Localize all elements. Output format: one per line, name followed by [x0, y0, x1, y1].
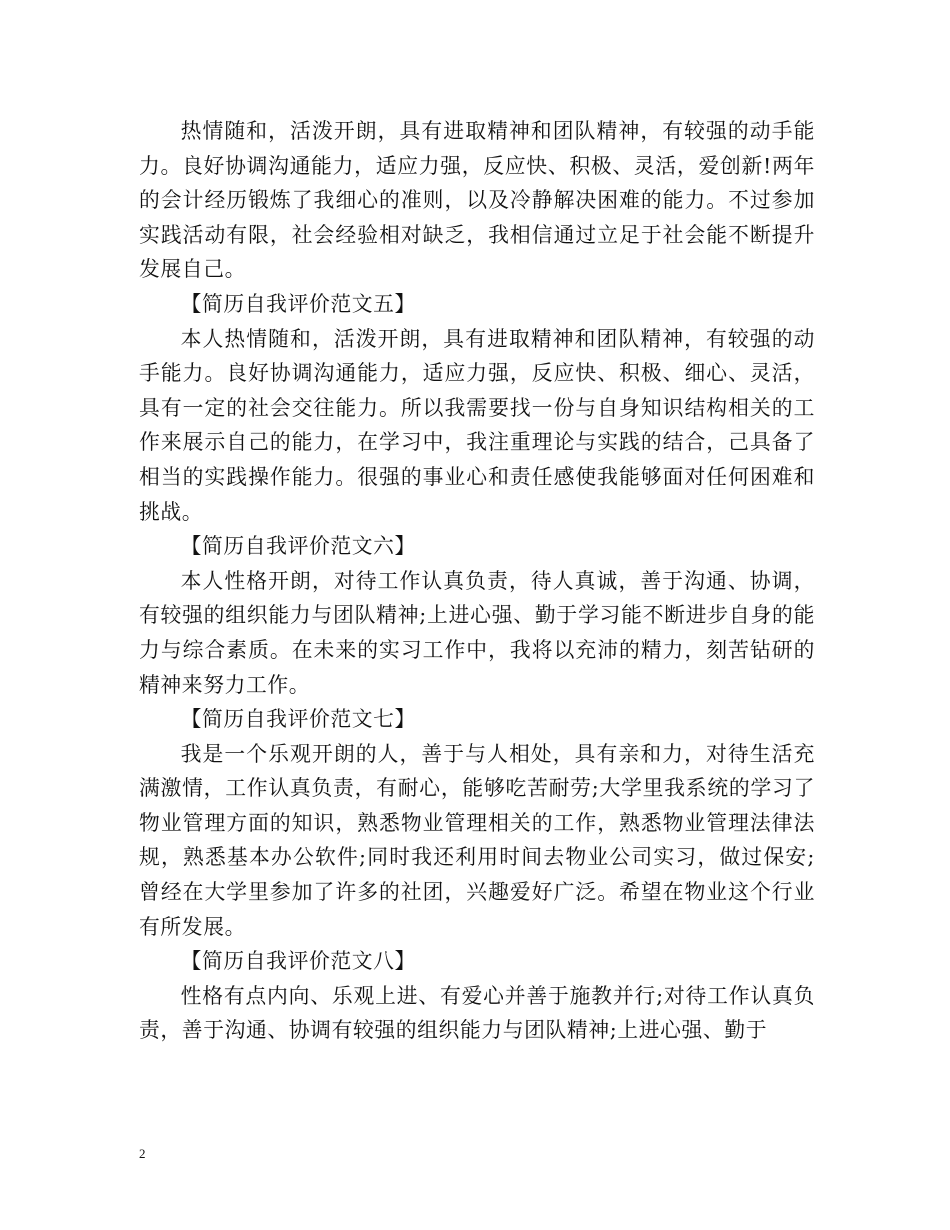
page-number: 2 [139, 1146, 146, 1161]
section-heading-8: 【简历自我评价范文八】 [180, 949, 416, 974]
section-heading-5: 【简历自我评价范文五】 [180, 291, 416, 316]
paragraph-sample-8: 性格有点内向、乐观上进、有爱心并善于施教并行;对待工作认真负责，善于沟通、协调有较强的组织能力与团队精神;上进心强、勤于 [139, 983, 815, 1043]
paragraph-intro: 热情随和，活泼开朗，具有进取精神和团队精神，有较强的动手能力。良好协调沟通能力，适应力强，反应快、积极、灵活，爱创新!两年的会计经历锻炼了我细心的准则，以及冷静解决困难的能力。不过参加实践活动有限，社会经验相对缺乏，我相信通过立足于社会能不断提升发展自己。 [139, 119, 815, 282]
paragraph-sample-6: 本人性格开朗，对待工作认真负责，待人真诚，善于沟通、协调，有较强的组织能力与团队精神;上进心强、勤于学习能不断进步自身的能力与综合素质。在未来的实习工作中，我将以充沛的精力，刻苦钻研的精神来努力工作。 [139, 568, 815, 697]
document-body [139, 114, 815, 1048]
section-heading-6: 【简历自我评价范文六】 [180, 534, 416, 559]
section-heading-7: 【简历自我评价范文七】 [180, 707, 416, 732]
paragraph-sample-5: 本人热情随和，活泼开朗，具有进取精神和团队精神，有较强的动手能力。良好协调沟通能力，适应力强，反应快、积极、细心、灵活，具有一定的社会交往能力。所以我需要找一份与自身知识结构相关的工作来展示自己的能力，在学习中，我注重理论与实践的结合，己具备了相当的实践操作能力。很强的事业心和责任感使我能够面对任何困难和挑战。 [139, 326, 815, 524]
paragraph-sample-7: 我是一个乐观开朗的人，善于与人相处，具有亲和力，对待生活充满激情，工作认真负责，有耐心，能够吃苦耐劳;大学里我系统的学习了物业管理方面的知识，熟悉物业管理相关的工作，熟悉物业管理法律法规，熟悉基本办公软件;同时我还利用时间去物业公司实习，做过保安;曾经在大学里参加了许多的社团，兴趣爱好广泛。希望在物业这个行业有所发展。 [139, 741, 815, 939]
